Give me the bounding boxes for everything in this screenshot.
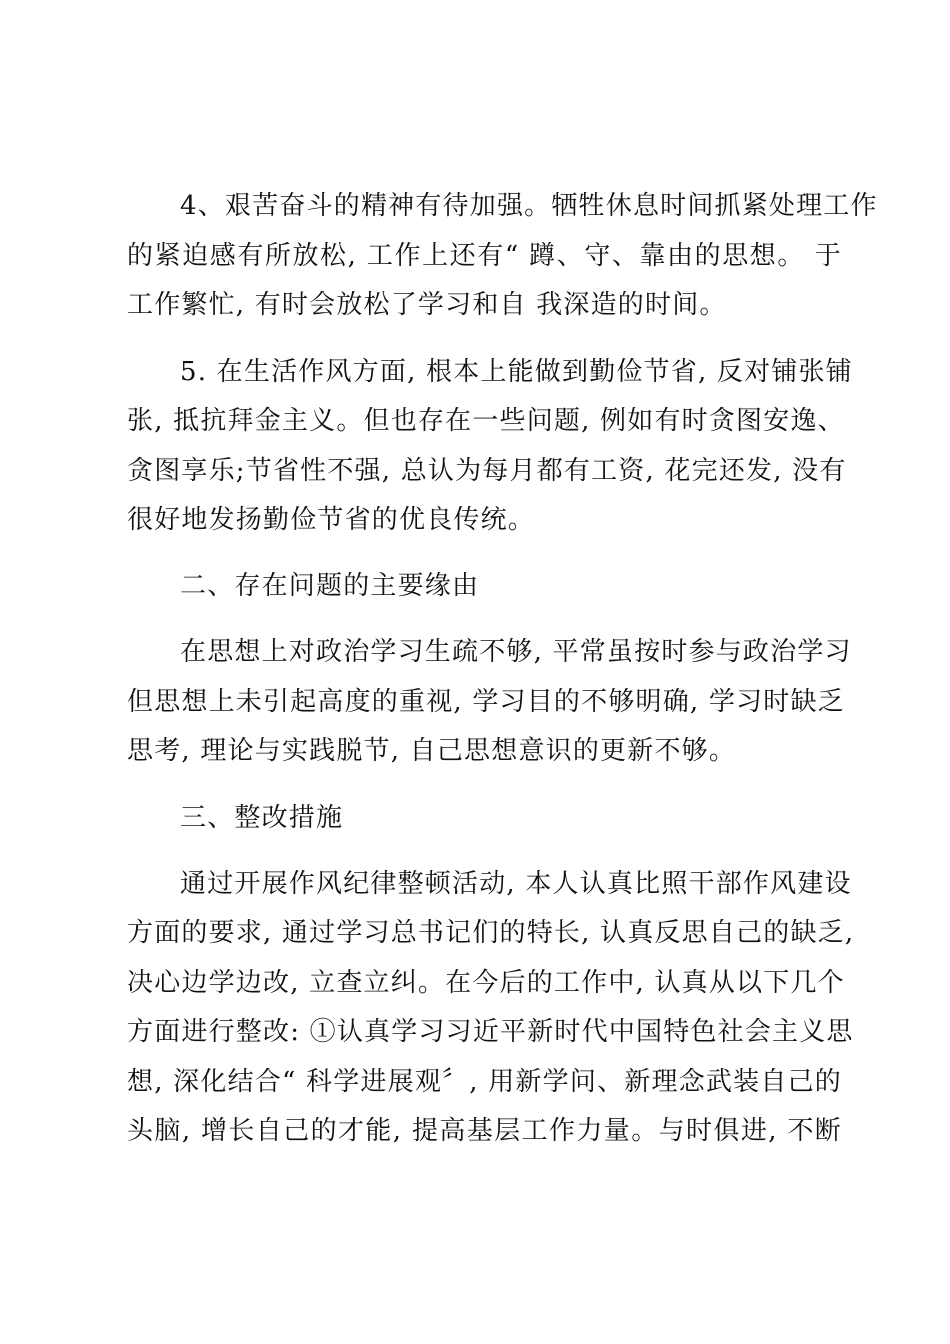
paragraph-5-line-3: 贪图享乐;节省性不强, 总认为每月都有工资, 花完还发, 没有 <box>127 456 847 486</box>
paragraph-5-line-4: 很好地发扬勤俭节省的优良传统。 <box>127 505 536 535</box>
paragraph-7-line-1: 通过开展作风纪律整顿活动, 本人认真比照干部作风建设 <box>180 869 852 899</box>
paragraph-6-line-2: 但思想上未引起高度的重视, 学习目的不够明确, 学习时缺乏 <box>127 687 845 717</box>
section-heading-causes: 二、存在问题的主要缘由 <box>180 571 480 601</box>
paragraph-7-line-2: 方面的要求, 通过学习总书记们的特长, 认真反思自己的缺乏, <box>127 918 855 948</box>
paragraph-7-line-6: 头脑, 增长自己的才能, 提高基层工作力量。与时俱进, 不断 <box>127 1116 842 1146</box>
paragraph-4-line-1: 4、艰苦奋斗的精神有待加强。牺牲休息时间抓紧处理工作 <box>180 191 878 221</box>
paragraph-4-line-3: 工作繁忙, 有时会放松了学习和自 我深造的时间。 <box>127 290 727 320</box>
paragraph-5-line-1: 5. 在生活作风方面, 根本上能做到勤俭节省, 反对铺张铺 <box>180 357 853 387</box>
paragraph-5-line-2: 张, 抵抗拜金主义。但也存在一些问题, 例如有时贪图安逸、 <box>127 406 845 436</box>
paragraph-6-line-1: 在思想上对政治学习生疏不够, 平常虽按时参与政治学习 <box>180 637 852 667</box>
paragraph-7-line-3: 决心边学边改, 立查立纠。在今后的工作中, 认真从以下几个 <box>127 968 845 998</box>
paragraph-6-line-3: 思考, 理论与实践脱节, 自己思想意识的更新不够。 <box>127 736 737 766</box>
paragraph-7-line-5: 想, 深化结合“ 科学进展观〞, 用新学问、新理念武装自己的 <box>127 1067 842 1097</box>
paragraph-4-line-2: 的紧迫感有所放松, 工作上还有“ 蹲、守、靠由的思想。 于 <box>127 241 842 271</box>
paragraph-7-line-4: 方面进行整改: ①认真学习习近平新时代中国特色社会主义思 <box>127 1017 854 1047</box>
section-heading-measures: 三、整改措施 <box>180 803 344 833</box>
